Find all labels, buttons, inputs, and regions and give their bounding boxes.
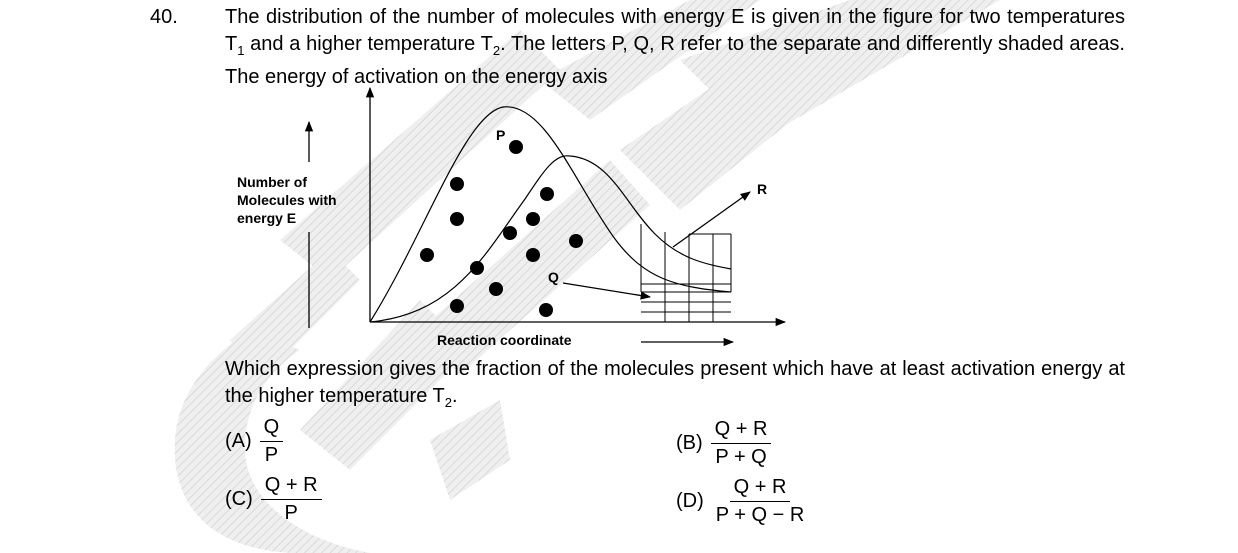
option-d-label: (D) — [676, 490, 704, 512]
region-r-pointer — [673, 192, 750, 247]
curve-t1 — [370, 107, 731, 322]
energy-distribution-diagram — [225, 84, 795, 354]
stem-text-3: . The letters P, Q, R refer to the separate and differently shaded areas. The energy of activation on the energy axis — [225, 33, 1125, 88]
option-a-label: (A) — [225, 430, 252, 452]
question-stem — [225, 4, 1125, 91]
stem-subscript-1: 1 — [237, 43, 245, 58]
option-c-denominator: P — [284, 502, 298, 524]
option-d-numerator: Q + R — [730, 476, 791, 502]
stem-text-2: and a higher temperature T — [244, 33, 493, 55]
question-prompt — [225, 356, 1125, 416]
question-number: 40. — [150, 6, 178, 28]
prompt-text-1: Which expression gives the fraction of the molecules present which have at least activation energy at the higher temperature T — [225, 358, 1125, 407]
ylabel-line-1: Number of — [237, 174, 307, 190]
option-c-fraction — [261, 474, 322, 525]
region-q-pointer — [563, 283, 650, 297]
option-b-numerator: Q + R — [711, 418, 772, 444]
energy-distribution-figure — [225, 84, 795, 354]
option-d-fraction — [712, 476, 809, 527]
option-a[interactable] — [225, 416, 283, 467]
region-label-p: P — [496, 127, 506, 143]
region-p-dots — [420, 140, 583, 317]
stem-text-1: The distribution of the number of molecules with energy E is given in the figure for two temperatures T — [225, 6, 1125, 55]
option-b-fraction — [711, 418, 772, 469]
prompt-text-2: . — [452, 385, 458, 407]
option-d[interactable] — [676, 476, 808, 527]
region-label-q: Q — [548, 269, 559, 285]
region-label-r: R — [757, 181, 768, 197]
stem-subscript-2: 2 — [492, 43, 501, 58]
ylabel-line-3: energy E — [237, 210, 297, 226]
option-a-fraction — [260, 416, 284, 467]
ylabel-line-2: Molecules with — [237, 192, 337, 208]
option-d-denominator: P + Q − R — [715, 504, 805, 526]
option-c-numerator: Q + R — [261, 474, 322, 500]
xlabel: Reaction coordinate — [437, 332, 572, 348]
option-b[interactable] — [676, 418, 771, 469]
region-q-grid — [641, 292, 731, 322]
option-b-denominator: P + Q — [715, 446, 767, 468]
prompt-subscript: 2 — [444, 395, 452, 410]
option-c[interactable] — [225, 474, 322, 525]
option-c-label: (C) — [225, 488, 253, 510]
option-b-label: (B) — [676, 432, 703, 454]
curve-t2 — [370, 156, 731, 322]
option-a-numerator: Q — [260, 416, 284, 442]
option-a-denominator: P — [264, 444, 279, 466]
